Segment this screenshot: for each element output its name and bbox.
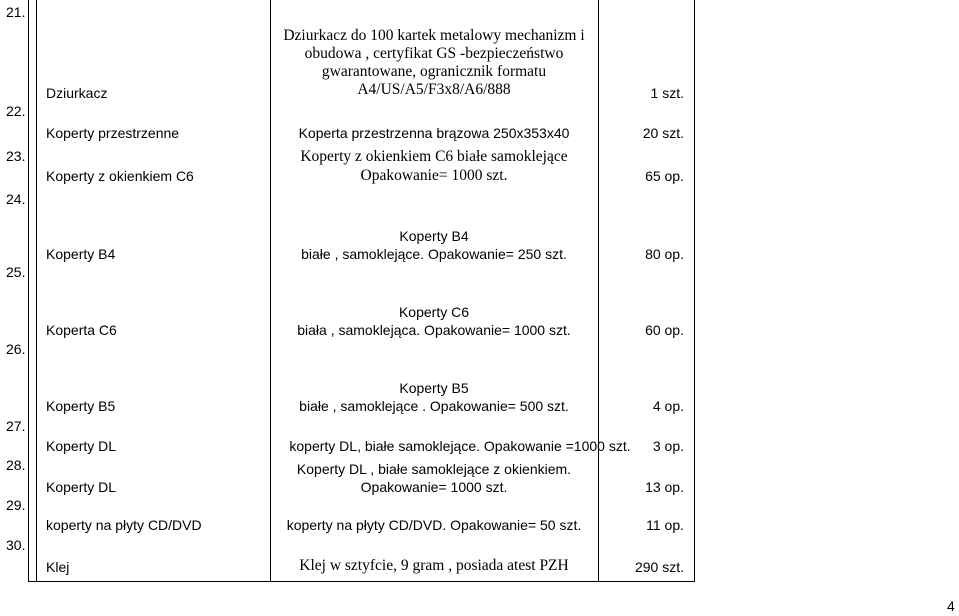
col-divider-name xyxy=(36,0,37,582)
item-quantity: 65 op. xyxy=(645,168,684,184)
item-name: Koperty przestrzenne xyxy=(46,125,180,141)
item-description: gwarantowane, ogranicznik formatu xyxy=(321,63,547,80)
item-description: biała , samoklejąca. Opakowanie= 1000 szt. xyxy=(297,322,571,338)
item-description: Dziurkacz do 100 kartek metalowy mechanizm i xyxy=(283,27,585,44)
row-number: 21. xyxy=(6,4,26,20)
item-name: koperty na płyty CD/DVD xyxy=(46,517,202,533)
item-description: Opakowanie= 1000 szt. xyxy=(360,167,508,184)
item-quantity: 20 szt. xyxy=(642,125,684,141)
item-quantity: 13 op. xyxy=(645,479,684,495)
item-description: Opakowanie= 1000 szt. xyxy=(360,479,508,495)
row-number: 27. xyxy=(6,418,26,434)
item-name: Koperty B5 xyxy=(46,398,116,414)
item-quantity: 80 op. xyxy=(645,246,684,262)
item-quantity: 3 op. xyxy=(652,438,684,454)
table-left-border xyxy=(28,0,29,582)
row-number: 29. xyxy=(6,497,26,513)
item-description: białe , samoklejące . Opakowanie= 500 szt. xyxy=(299,398,569,414)
row-number: 26. xyxy=(6,341,26,357)
item-description: A4/US/A5/F3x8/A6/888 xyxy=(357,81,511,98)
item-description: Koperty B5 xyxy=(399,380,469,396)
item-description: Koperty DL , białe samoklejące z okienkiem. xyxy=(296,461,572,477)
item-quantity: 4 op. xyxy=(652,398,684,414)
item-description: Klej w sztyfcie, 9 gram , posiada atest PZH xyxy=(299,557,569,574)
item-name: Koperty z okienkiem C6 xyxy=(46,168,194,184)
item-quantity: 290 szt. xyxy=(634,559,684,575)
row-number: 24. xyxy=(6,191,26,207)
item-description: białe , samoklejące. Opakowanie= 250 szt. xyxy=(301,246,567,262)
item-quantity: 60 op. xyxy=(645,322,684,338)
col-divider-extra xyxy=(694,0,695,582)
item-description: Koperta przestrzenna brązowa 250x353x40 xyxy=(298,125,570,141)
item-name: Koperty DL xyxy=(46,479,117,495)
item-name: Koperty B4 xyxy=(46,246,116,262)
item-description: obudowa , certyfikat GS -bezpieczeństwo xyxy=(304,45,564,62)
item-quantity: 11 op. xyxy=(646,517,684,533)
row-number: 30. xyxy=(6,537,26,553)
row-number: 25. xyxy=(6,264,26,280)
item-quantity: 1 szt. xyxy=(650,85,684,101)
item-description: Koperty z okienkiem C6 białe samoklejące xyxy=(300,148,568,165)
item-description: Koperty B4 xyxy=(399,228,469,244)
row-number: 22. xyxy=(6,103,26,119)
item-name: Koperty DL xyxy=(46,438,117,454)
item-name: Klej xyxy=(46,559,70,575)
row-number: 28. xyxy=(6,457,26,473)
item-description: koperty DL, białe samoklejące. Opakowanie =1000 szt. xyxy=(289,438,631,454)
item-name: Dziurkacz xyxy=(46,85,108,101)
table-bottom-border xyxy=(28,581,695,582)
item-name: Koperta C6 xyxy=(46,322,117,338)
row-number: 23. xyxy=(6,148,26,164)
item-description: Koperty C6 xyxy=(398,304,470,320)
item-description: koperty na płyty CD/DVD. Opakowanie= 50 szt. xyxy=(286,517,582,533)
page-number: 4 xyxy=(947,598,955,614)
